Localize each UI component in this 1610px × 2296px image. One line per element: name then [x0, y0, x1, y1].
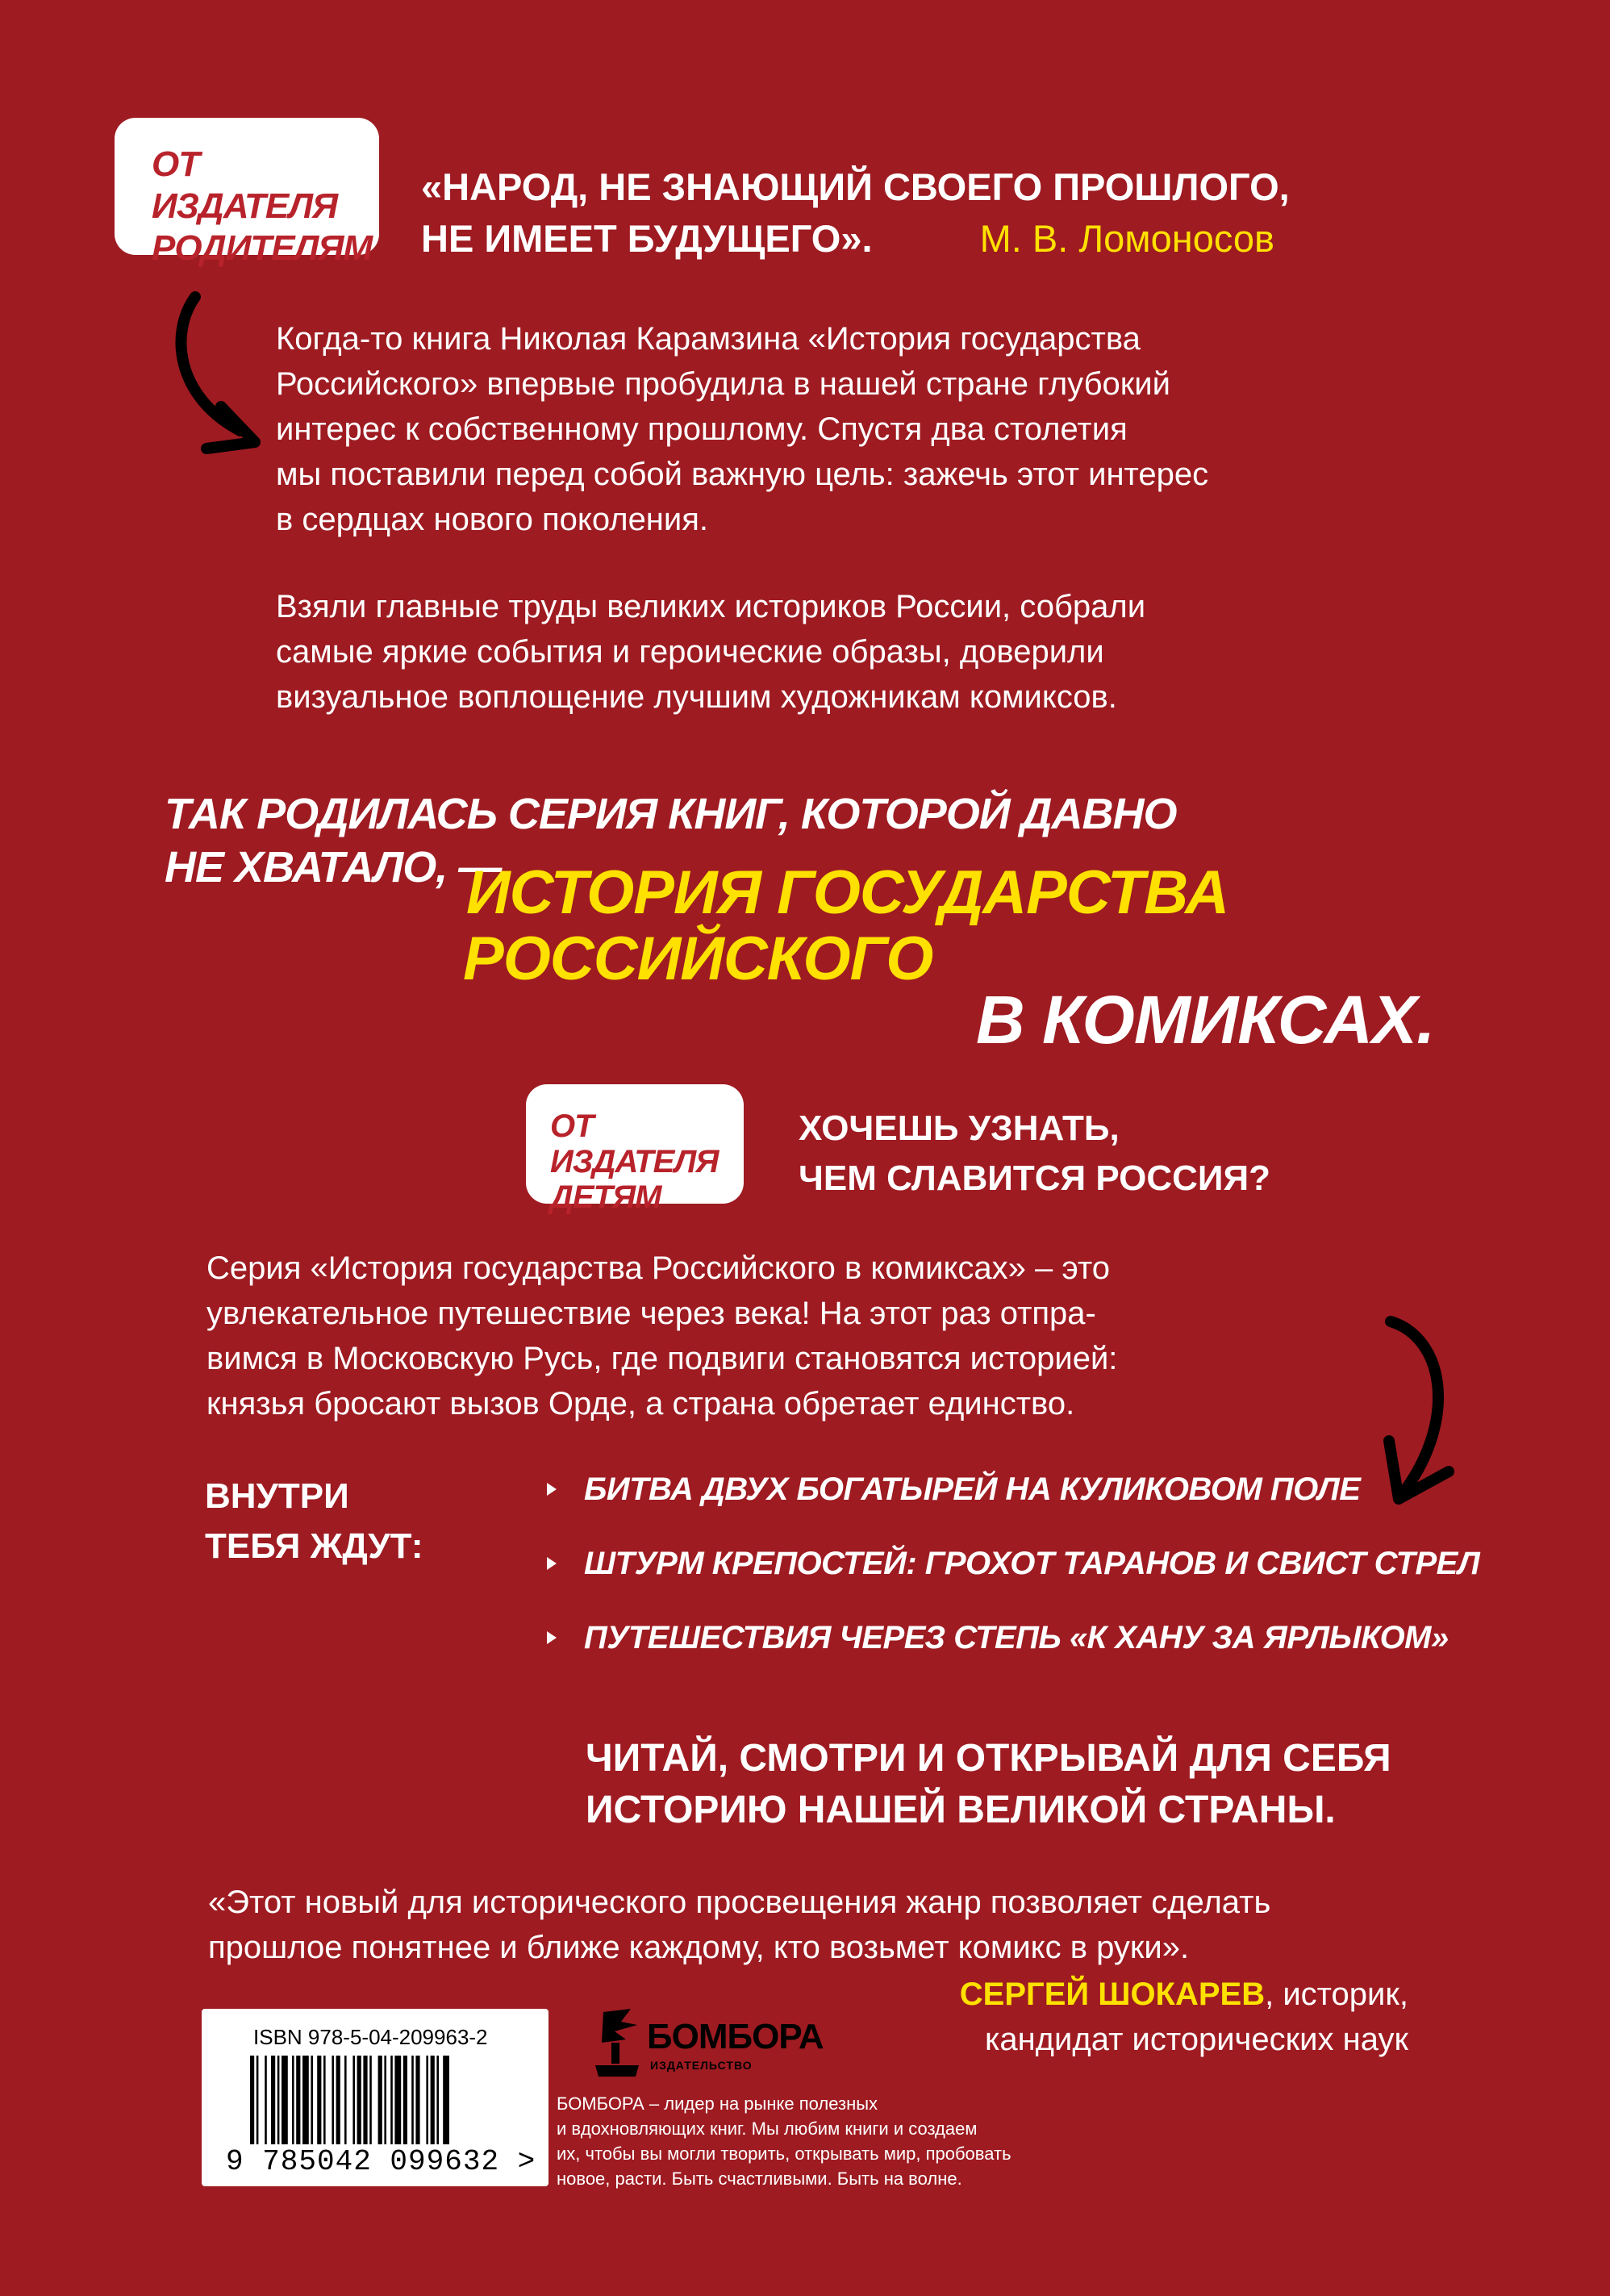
- bullet-icon: [547, 1631, 557, 1644]
- testimonial-author: [939, 1972, 1408, 2062]
- isbn-barcode-box: [202, 2009, 548, 2186]
- badge-from-publisher-to-kids: [526, 1084, 744, 1215]
- bullet-icon: [547, 1483, 557, 1496]
- badge-line-2: РОДИТЕЛЯМ: [152, 228, 373, 268]
- isbn-label: ISBN 978-5-04-209963-2: [253, 2025, 488, 2049]
- kids-paragraph: [206, 1246, 1117, 1426]
- publisher-description: [557, 2091, 1011, 2191]
- curved-arrow-down-icon: [1371, 1313, 1484, 1515]
- publisher-logo-sub: ИЗДАТЕЛЬСТВО: [650, 2059, 753, 2072]
- text-line: «Этот новый для исторического просвещения жанр позволяет сделать: [208, 1885, 1271, 1920]
- list-item-text: БИТВА ДВУХ БОГАТЫРЕЙ НА КУЛИКОВОМ ПОЛЕ: [584, 1472, 1361, 1507]
- quote-line-1: «НАРОД, НЕ ЗНАЮЩИЙ СВОЕГО ПРОШЛОГО,: [421, 165, 1290, 208]
- list-item-text: ПУТЕШЕСТВИЯ ЧЕРЕЗ СТЕПЬ «К ХАНУ ЗА ЯРЛЫКОМ»: [584, 1620, 1449, 1655]
- text-line: Когда-то книга Николая Карамзина «История государства: [276, 321, 1141, 357]
- bullet-icon: [547, 1557, 557, 1570]
- barcode-digits: 9 785042 099632 >: [226, 2145, 536, 2178]
- series-headline-line-1: ТАК РОДИЛАСЬ СЕРИЯ КНИГ, КОТОРОЙ ДАВНО: [165, 790, 1177, 838]
- kids-question: [799, 1104, 1270, 1204]
- text-line: прошлое понятнее и ближе каждому, кто возьмет комикс в руки».: [208, 1930, 1190, 1965]
- quote-line-2: НЕ ИМЕЕТ БУДУЩЕГО».: [421, 217, 873, 260]
- author-name: СЕРГЕЙ ШОКАРЕВ: [959, 1977, 1266, 2012]
- text-line: князья бросают вызов Орде, а страна обретает единство.: [206, 1386, 1075, 1421]
- text-line: БОМБОРА – лидер на рынке полезных: [557, 2094, 878, 2114]
- text-line: самые яркие события и героические образы, доверили: [276, 634, 1104, 670]
- series-title-line-1: ИСТОРИЯ ГОСУДАРСТВА: [466, 858, 1229, 927]
- badge-from-publisher-to-parents: [115, 118, 379, 268]
- bombora-logo-icon: [590, 2004, 647, 2081]
- badge-line-1: ОТ ИЗДАТЕЛЯ: [550, 1108, 719, 1179]
- quote-author: М. В. Ломоносов: [979, 217, 1274, 260]
- inside-label-line-2: ТЕБЯ ЖДУТ:: [205, 1526, 423, 1566]
- badge-line-2: ДЕТЯМ: [550, 1179, 661, 1215]
- series-headline-line-2-white: НЕ ХВАТАЛО, —: [165, 843, 502, 891]
- publisher-logo-name: БОМБОРА: [647, 2017, 824, 2056]
- inside-label: [205, 1472, 423, 1572]
- call-line-1: ЧИТАЙ, СМОТРИ И ОТКРЫВАЙ ДЛЯ СЕБЯ: [586, 1737, 1391, 1780]
- series-title-line-2: РОССИЙСКОГО: [463, 925, 933, 993]
- call-line-2: ИСТОРИЮ НАШЕЙ ВЕЛИКОЙ СТРАНЫ.: [586, 1789, 1336, 1831]
- testimonial-quote: [208, 1880, 1270, 1970]
- text-line: новое, расти. Быть счастливыми. Быть на волне.: [557, 2169, 962, 2189]
- text-line: Серия «История государства Российского в комиксах» – это: [206, 1250, 1110, 1286]
- author-role-2: кандидат исторических наук: [984, 2022, 1408, 2057]
- list-item-text: ШТУРМ КРЕПОСТЕЙ: ГРОХОТ ТАРАНОВ И СВИСТ СТРЕЛ: [584, 1546, 1480, 1581]
- text-line: увлекательное путешествие через века! На этот раз отпра-: [206, 1296, 1096, 1331]
- question-line-2: ЧЕМ СЛАВИТСЯ РОССИЯ?: [799, 1158, 1271, 1198]
- text-line: их, чтобы вы могли творить, открывать мир, пробовать: [557, 2144, 1011, 2164]
- text-line: Российского» впервые пробудила в нашей стране глубокий: [276, 366, 1170, 402]
- barcode-icon: [250, 2056, 524, 2144]
- parents-paragraph-1: [276, 316, 1208, 542]
- lomonosov-quote: [421, 161, 1550, 265]
- parents-paragraph-2: [276, 584, 1145, 720]
- series-headline-comics: В КОМИКСАХ.: [976, 982, 1435, 1058]
- text-line: вимся в Московскую Русь, где подвиги становятся историей:: [206, 1341, 1118, 1376]
- text-line: интерес к собственному прошлому. Спустя два столетия: [276, 411, 1128, 447]
- text-line: и вдохновляющих книг. Мы любим книги и создаем: [557, 2119, 978, 2139]
- author-role: , историк,: [1265, 1977, 1408, 2012]
- text-line: мы поставили перед собой важную цель: зажечь этот интерес: [276, 457, 1209, 492]
- text-line: визуальное воплощение лучшим художникам комиксов.: [276, 679, 1117, 715]
- curved-arrow-icon: [137, 284, 298, 470]
- badge-line-1: ОТ ИЗДАТЕЛЯ: [152, 144, 338, 226]
- inside-label-line-1: ВНУТРИ: [205, 1476, 349, 1516]
- text-line: Взяли главные труды великих историков России, собрали: [276, 589, 1146, 624]
- question-line-1: ХОЧЕШЬ УЗНАТЬ,: [799, 1108, 1120, 1148]
- text-line: в сердцах нового поколения.: [276, 502, 709, 537]
- call-to-action: [586, 1733, 1391, 1836]
